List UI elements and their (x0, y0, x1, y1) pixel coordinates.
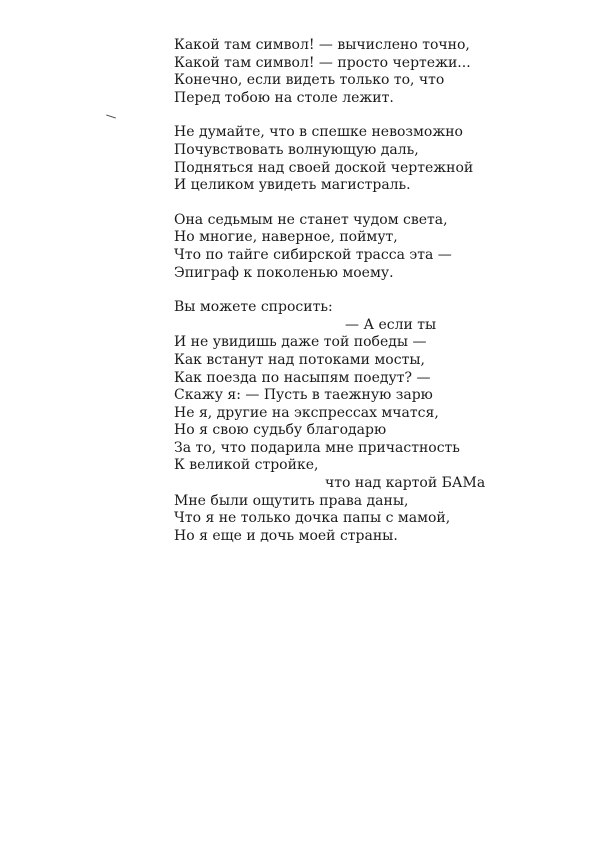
poem-line: Что я не только дочка папы с мамой, (174, 510, 451, 527)
poem-line: Как поезда по насыпям поедут? — (174, 369, 431, 386)
poem-line: К великой стройке, (174, 457, 319, 474)
poem-line: Но многие, наверное, поймут, (174, 229, 398, 246)
poem-line: Что по тайге сибирской трасса эта — (174, 246, 452, 263)
poem-line: За то, что подарила мне причастность (174, 439, 460, 456)
poem-line: Но я еще и дочь моей страны. (174, 527, 398, 544)
poem-line: Конечно, если видеть только то, что (174, 72, 445, 89)
poem-line: Она седьмым не станет чудом света, (174, 211, 448, 228)
poem-line: что над картой БАМа (325, 475, 486, 492)
poem-line: Эпиграф к поколенью моему. (174, 264, 394, 281)
stanza-4 (174, 299, 534, 545)
stray-mark (106, 114, 116, 118)
poem-line: Мне были ощутить права даны, (174, 492, 409, 509)
poem-text (174, 37, 534, 562)
poem-line: Подняться над своей доской чертежной (174, 159, 474, 176)
poem-line: И не увидишь даже той победы — (174, 334, 427, 351)
stanza-2 (174, 124, 534, 194)
stanza-1 (174, 37, 534, 107)
poem-line: Не думайте, что в спешке невозможно (174, 124, 463, 141)
stanza-3 (174, 212, 534, 282)
poem-line: Почувствовать волнующую даль, (174, 141, 419, 158)
poem-line: Как встанут над потоками мосты, (174, 351, 425, 368)
poem-line: Какой там символ! — вычислено точно, (174, 37, 470, 53)
poem-line: И целиком увидеть магистраль. (174, 177, 411, 194)
poem-line: Скажу я: — Пусть в таежную зарю (174, 387, 433, 404)
poem-line: Но я свою судьбу благодарю (174, 422, 387, 439)
poem-line: — А если ты (345, 316, 437, 333)
poem-line: Не я, другие на экспрессах мчатся, (174, 404, 439, 421)
poem-line: Вы можете спросить: (174, 299, 333, 316)
poem-line: Какой там символ! — просто чертежи... (174, 54, 471, 71)
poem-line: Перед тобою на столе лежит. (174, 89, 394, 106)
